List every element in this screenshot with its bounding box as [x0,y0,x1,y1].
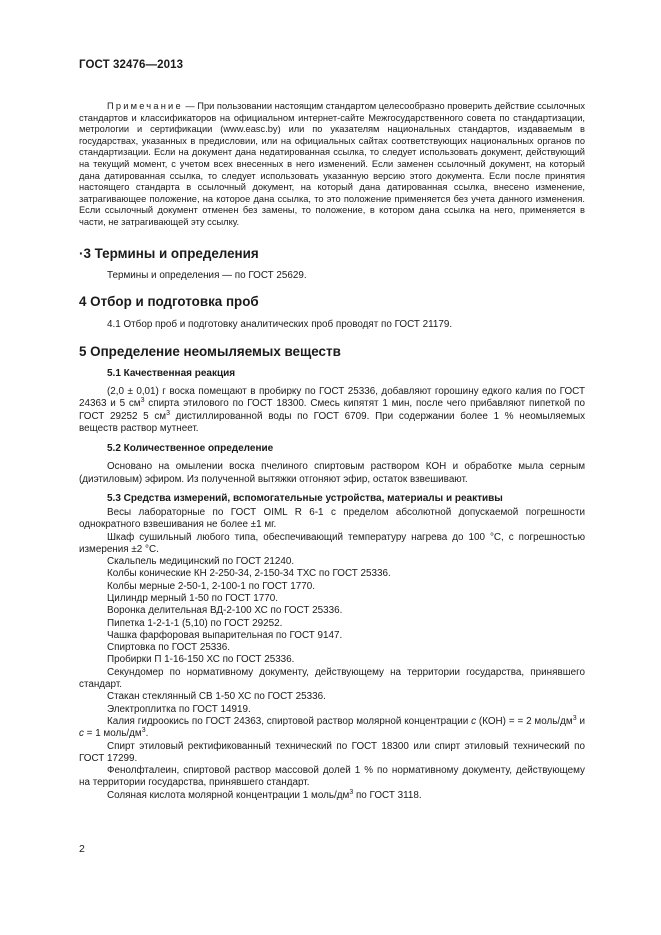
text-fragment: с [471,715,477,727]
text-fragment: и [576,715,585,727]
list-item: Пипетка 1-2-1-1 (5,10) по ГОСТ 29252. [107,617,283,629]
list-item: Весы лабораторные по ГОСТ OIML R 6-1 с пределом абсолютной допускаемой погрешности однократного взвешивания не более ±1 мг. [79,506,585,531]
text-fragment: (2,0 ± 0,01) г воска помещают в пробирку по ГОСТ 25336, добавляют горошину едкого калия по ГОСТ 24363 и 5 см [79,386,585,410]
section-5-2-text: Основано на омылении воска пчелиного спиртовым раствором КОН и обработке мыла серным (диэтиловым) эфиром. Из полученной вытяжки отгоняют эфир, остаток взвешивают. [79,461,585,485]
text-fragment: Соляная кислота молярной концентрации 1 моль/дм [107,789,350,801]
reference-note [79,101,585,229]
document-body [79,101,585,802]
text-fragment: дистиллированной воды по ГОСТ 6709. При содержании более 1 % неомыляемых веществ раствор мутнеет. [79,410,586,435]
document-header: ГОСТ 32476—2013 [79,59,184,71]
text-fragment: . [145,728,149,740]
superscript: 3 [141,727,146,735]
note-label: Примечание [107,101,183,111]
superscript: 3 [166,409,170,417]
list-item: Колбы мерные 2-50-1, 2-100-1 по ГОСТ 1770. [107,580,316,592]
section-5-3-heading: 5.3 Средства измерений, вспомогательные устройства, материалы и реактивы [107,492,503,504]
text-fragment: спирта этилового по ГОСТ 18300. Смесь кипятят 1 мин, после чего прибавляют пипеткой по ГОСТ 29252 5 см [79,398,585,422]
note-text: — При пользовании настоящим стандартом целесообразно проверить действие ссылочных стандартов и классификаторов на официальном интернет-сайте Межгосударственного совета по стандартизации, метрологии и сертификации (www.easc.by) или по указателям национальных стандартов, издаваемым в государствах, указанных в предисловии, или на официальных сайтах соответствующих национальных органов по стандартизации. Если на документ дана недатированная ссылка, то следует использовать документ, действующий на текущий момент, с учетом всех внесенных в него изменений. Если заменен ссылочный документ, на который дана датированная ссылка, то следует использовать указанную версию этого документа. Если после принятия настоящего стандарта в ссылочный документ, на который дана датированная ссылка, внесено изменение, затрагивающее положение, на которое дана ссылка, то это положение применяется без учета данного изменения. Если ссылочный документ отменен без замены, то положение, в котором дана ссылка на него, применяется в части, не затрагивающей эту ссылку. [79,101,585,227]
list-item: Воронка делительная ВД-2-100 ХС по ГОСТ 25336. [107,605,343,617]
section-4-heading: 4 Отбор и подготовка проб [79,293,259,309]
section-3-heading: ·3 Термины и определения [79,245,259,261]
list-item: Скальпель медицинский по ГОСТ 21240. [107,556,295,568]
superscript: 3 [349,788,354,796]
section-5-1-text [79,386,585,435]
text-fragment: Калия гидроокись по ГОСТ 24363, спиртовой раствор молярной концентрации [107,715,472,727]
section-5-1-heading: 5.1 Качественная реакция [107,368,236,380]
section-4-text: 4.1 Отбор проб и подготовку аналитических проб проводят по ГОСТ 21179. [107,318,453,330]
superscript: 3 [572,714,577,722]
list-item: Секундомер по нормативному документу, действующему на территории государства, принявшего стандарт. [79,666,585,691]
list-item: Цилиндр мерный 1-50 по ГОСТ 1770. [107,592,278,604]
list-item: Спирт этиловый ректификованный технический по ГОСТ 18300 или спирт этиловый технический по ГОСТ 17299. [79,740,585,764]
list-item: Чашка фарфоровая выпарительная по ГОСТ 9147. [107,629,343,641]
section-3-text: Термины и определения — по ГОСТ 25629. [107,269,307,281]
list-item: Шкаф сушильный любого типа, обеспечивающий температуру нагрева до 100 °С, с погрешностью измерения ±2 °С. [79,531,585,555]
text-fragment: по ГОСТ 3118. [353,789,422,801]
list-item [79,716,585,741]
list-item: Спиртовка по ГОСТ 25336. [107,642,231,654]
list-item: Электроплитка по ГОСТ 14919. [107,703,251,715]
page-number: 2 [79,843,85,855]
list-item: Стакан стеклянный СВ 1-50 ХС по ГОСТ 25336. [107,691,326,703]
section-5-heading: 5 Определение неомыляемых веществ [79,344,341,360]
text-fragment: с [79,728,84,740]
section-5-2-heading: 5.2 Количественное определение [107,443,274,455]
superscript: 3 [140,397,145,405]
equipment-list [79,507,585,802]
list-item: Фенолфталеин, спиртовой раствор массовой долей 1 % по нормативному документу, действующему на территории государства, принявшего стандарт. [79,765,585,789]
list-item [79,790,585,802]
list-item: Пробирки П 1-16-150 ХС по ГОСТ 25336. [107,654,295,666]
text-fragment: = 1 моль/дм [83,728,142,740]
text-fragment: (КОН) = = 2 моль/дм [476,715,573,727]
list-item: Колбы конические КН 2-250-34, 2-150-34 ТХС по ГОСТ 25336. [107,568,391,580]
